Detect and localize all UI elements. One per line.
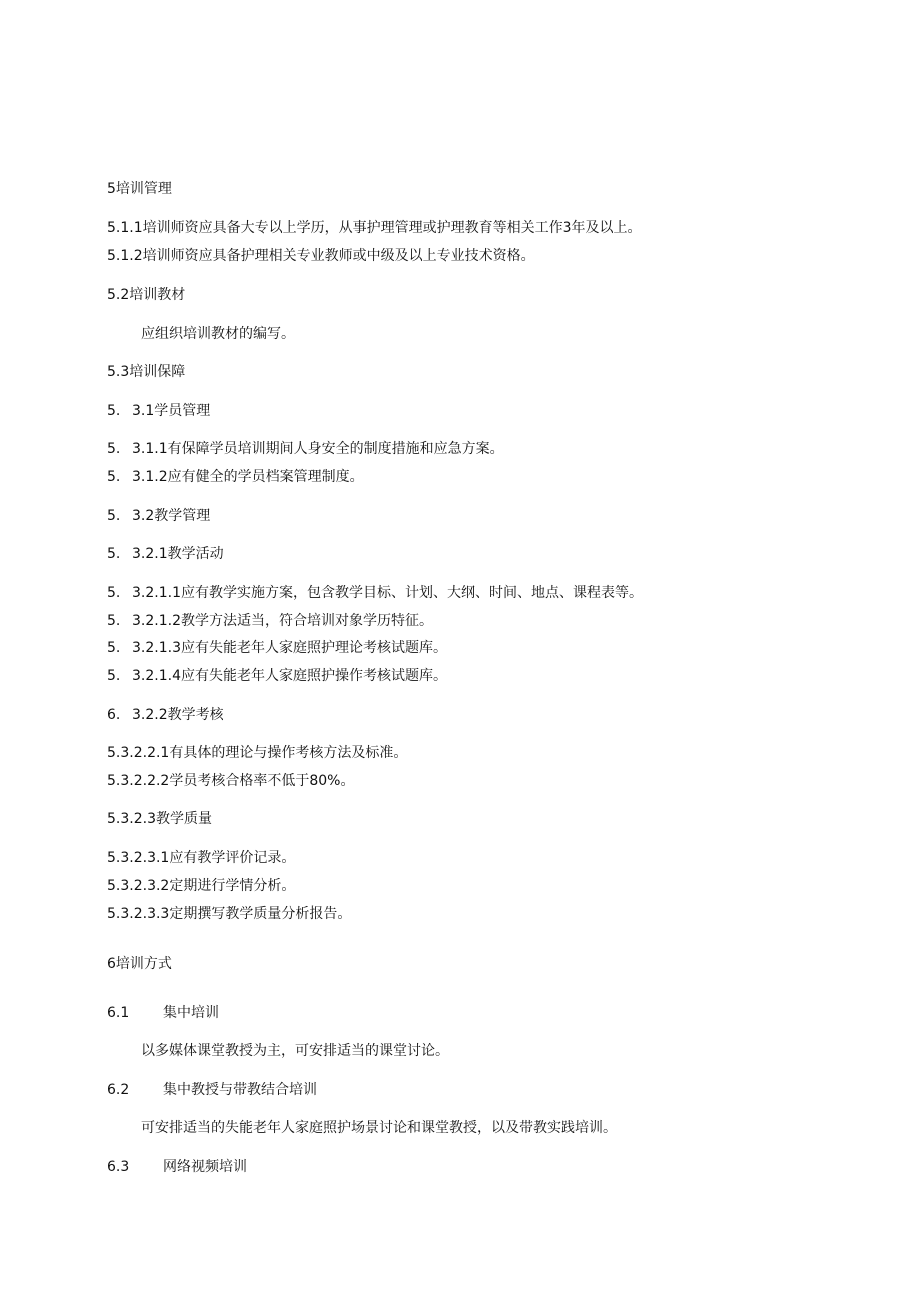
clause-text: 3.2.1.1应有教学实施方案，包含教学目标、计划、大纲、时间、地点、课程表等。	[132, 585, 643, 601]
section-heading-5-3-2-3: 5.3.2.3教学质量	[107, 811, 212, 827]
clause-text: 3.2.2教学考核	[132, 707, 224, 723]
clause-text: 网络视频培训	[163, 1159, 247, 1175]
clause-number: 5.	[107, 403, 121, 419]
clause-text: 3.2.1.2教学方法适当，符合培训对象学历特征。	[132, 613, 433, 629]
clause-5-3-2	[107, 507, 807, 525]
clause-6-2	[107, 1081, 807, 1099]
clause-number: 6.	[107, 707, 121, 723]
clause-number: 5.	[107, 441, 121, 457]
clause-number: 6.1	[107, 1005, 130, 1021]
clause-number: 5.	[107, 469, 121, 485]
clause-number: 5.	[107, 585, 121, 601]
clause-5-3-2-2-1: 5.3.2.2.1有具体的理论与操作考核方法及标准。	[107, 745, 408, 761]
clause-number: 5.	[107, 508, 121, 524]
clause-text: 3.2.1.3应有失能老年人家庭照护理论考核试题库。	[132, 640, 447, 656]
clause-5-3-2-2	[107, 706, 807, 724]
clause-number: 5.	[107, 640, 121, 656]
clause-text: 3.2.1.4应有失能老年人家庭照护操作考核试题库。	[132, 668, 447, 684]
clause-5-3-1-1	[107, 440, 807, 458]
clause-text: 集中培训	[163, 1005, 219, 1021]
section-heading-6: 6培训方式	[107, 956, 172, 972]
clause-5-3-2-1	[107, 545, 807, 563]
clause-5-3-1	[107, 402, 807, 420]
paragraph-5-2: 应组织培训教材的编写。	[141, 326, 295, 342]
clause-number: 5.	[107, 546, 121, 562]
section-heading-5: 5培训管理	[107, 181, 172, 197]
clause-5-1-1: 5.1.1培训师资应具备大专以上学历，从事护理管理或护理教育等相关工作3年及以上。	[107, 220, 642, 236]
clause-text: 3.2.1教学活动	[132, 546, 224, 562]
clause-5-3-1-2	[107, 468, 807, 486]
clause-text: 3.1学员管理	[132, 403, 211, 419]
clause-5-3-2-1-1	[107, 584, 807, 602]
clause-5-3-2-3-1: 5.3.2.3.1应有教学评价记录。	[107, 850, 296, 866]
clause-text: 集中教授与带教结合培训	[163, 1082, 317, 1098]
clause-number: 5.	[107, 668, 121, 684]
clause-5-1-2: 5.1.2培训师资应具备护理相关专业教师或中级及以上专业技术资格。	[107, 248, 535, 264]
clause-text: 3.1.2应有健全的学员档案管理制度。	[132, 469, 364, 485]
clause-5-3-2-1-3	[107, 639, 807, 657]
clause-6-1	[107, 1004, 807, 1022]
section-heading-5-3: 5.3培训保障	[107, 364, 186, 380]
clause-number: 6.3	[107, 1159, 130, 1175]
clause-6-3	[107, 1158, 807, 1176]
clause-5-3-2-1-2	[107, 612, 807, 630]
paragraph-6-2: 可安排适当的失能老年人家庭照护场景讨论和课堂教授，以及带教实践培训。	[141, 1120, 617, 1136]
section-heading-5-2: 5.2培训教材	[107, 287, 186, 303]
clause-5-3-2-3-3: 5.3.2.3.3定期撰写教学质量分析报告。	[107, 906, 352, 922]
clause-5-3-2-2-2: 5.3.2.2.2学员考核合格率不低于80%。	[107, 773, 355, 789]
clause-text: 3.1.1有保障学员培训期间人身安全的制度措施和应急方案。	[132, 441, 504, 457]
clause-text: 3.2教学管理	[132, 508, 211, 524]
clause-number: 6.2	[107, 1082, 130, 1098]
clause-number: 5.	[107, 613, 121, 629]
paragraph-6-1: 以多媒体课堂教授为主，可安排适当的课堂讨论。	[141, 1043, 449, 1059]
clause-5-3-2-3-2: 5.3.2.3.2定期进行学情分析。	[107, 878, 296, 894]
clause-5-3-2-1-4	[107, 667, 807, 685]
